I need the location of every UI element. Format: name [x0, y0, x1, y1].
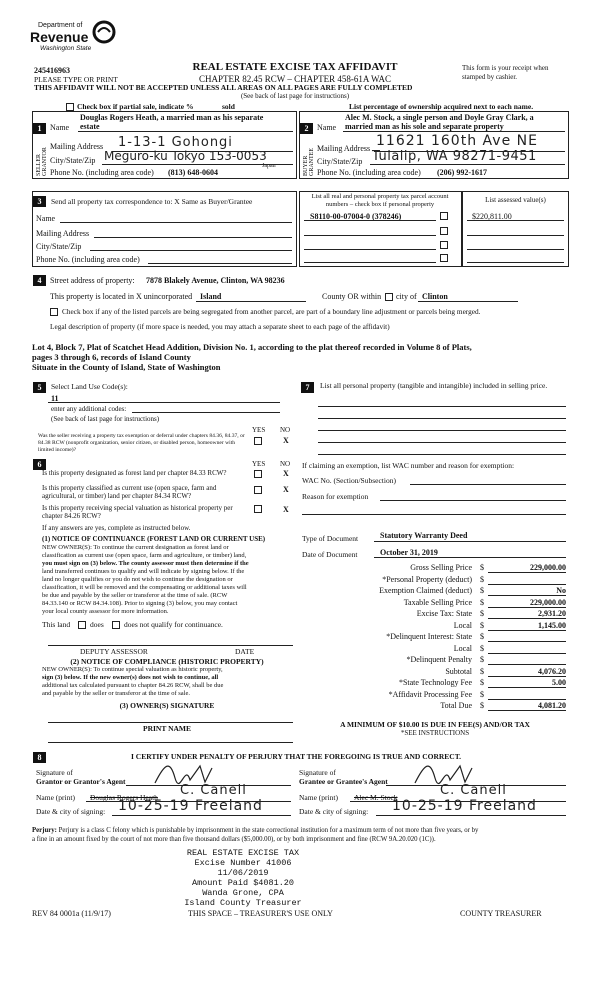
- notice2-line1: NEW OWNER(S): To continue special valuation as historic property,: [42, 666, 223, 673]
- city-of-checkbox[interactable]: [385, 293, 393, 301]
- this-land: This land: [42, 620, 71, 629]
- fee-label: *Affidavit Processing Fee: [388, 689, 472, 699]
- fee-label: Exemption Claimed (deduct): [379, 586, 472, 595]
- buyer-city-label: City/State/Zip: [317, 157, 363, 166]
- buyer-phone-value[interactable]: (206) 992-1617: [437, 168, 487, 177]
- section-5-badge: 5: [33, 382, 46, 393]
- s6-q1-yes[interactable]: [254, 470, 262, 478]
- seller-city-value[interactable]: Meguro-ku Tokyo 153-0053: [104, 149, 267, 163]
- s5-no-x[interactable]: X: [283, 436, 289, 445]
- seller-name-1: Douglas Rogers Heath, a married man as his separate: [80, 113, 264, 122]
- section-1-badge: 1: [33, 123, 46, 134]
- grantee-name-hw[interactable]: C. Canell: [440, 783, 507, 798]
- located-label: This property is located in X unincorporated: [50, 292, 193, 301]
- stamp-line5: Wanda Grone, CPA: [202, 888, 284, 898]
- notice2-line4: and payable by the seller or transferor at the time of sale.: [42, 690, 190, 697]
- minimum-note: A MINIMUM OF $10.00 IS DUE IN FEE(S) AND/OR TAX: [340, 720, 530, 729]
- fee-value[interactable]: 229,000.00: [530, 597, 566, 607]
- form-number: 245416963: [34, 66, 70, 75]
- street-value[interactable]: 7878 Blakely Avenue, Clinton, WA 98236: [146, 276, 285, 285]
- certify-statement: I CERTIFY UNDER PENALTY OF PERJURY THAT THE FOREGOING IS TRUE AND CORRECT.: [131, 752, 462, 761]
- assessed-header: List assessed value(s): [485, 196, 546, 204]
- page-title: REAL ESTATE EXCISE TAX AFFIDAVIT: [192, 61, 398, 73]
- notice2-title: (2) NOTICE OF COMPLIANCE (HISTORIC PROPERTY): [70, 657, 264, 666]
- rev-number: REV 84 0001a (11/9/17): [32, 909, 111, 918]
- notice1-line4: land transferred continues to qualify and will indicate by signing below. If the: [42, 568, 245, 575]
- fee-value[interactable]: 4,081.20: [538, 701, 566, 710]
- fee-dollar: $: [480, 643, 484, 653]
- logo-line3: Washington State: [40, 45, 92, 52]
- grantee-sig-label-2: Grantee or Grantee's Agent: [299, 777, 388, 786]
- ownership-note: List percentage of ownership acquired next to each name.: [349, 102, 534, 111]
- perjury-line2: a fine in an amount fixed by the court of not more than five thousand dollars ($5,000.00), or by both imprisonment and fine (RCW 9A.20.020 (1C)).: [32, 836, 436, 843]
- grantor-sig-label-2: Grantor or Grantor's Agent: [36, 777, 126, 786]
- notice1-line6: classification, it will be removed and the compensating or additional taxes will: [42, 584, 247, 591]
- section-6-badge: 6: [33, 459, 46, 470]
- assessed-value[interactable]: $220,811.00: [472, 212, 512, 221]
- grantee-date-label: Date & city of signing:: [299, 807, 369, 816]
- fee-value[interactable]: 1,145.00: [538, 620, 566, 630]
- seller-mailing-label: Mailing Address: [50, 142, 104, 151]
- doc-type-value[interactable]: Statutory Warranty Deed: [380, 531, 468, 540]
- grantor-sig-label-1: Signature of: [36, 768, 73, 777]
- s5-yes: YES: [252, 426, 266, 434]
- fee-label: Excise Tax: State: [416, 609, 472, 618]
- s6-q1-no[interactable]: X: [283, 469, 289, 478]
- county-within-label: County OR within: [322, 292, 382, 301]
- s6-q2: Is this property classified as current use (open space, farm and agricultural, or timber) land per chapter 84.34 RCW?: [42, 484, 217, 500]
- fee-value[interactable]: 5.00: [552, 678, 566, 687]
- notice1-line7: be due and payable by the seller or transferor at the time of sale. (RCW: [42, 592, 228, 599]
- fee-dollar: $: [480, 701, 484, 710]
- section-7-badge: 7: [301, 382, 314, 393]
- located-value[interactable]: Island: [200, 292, 222, 301]
- legal-label: Legal description of property (if more space is needed, you may attach a separate sheet to each page of the affidavit): [50, 322, 390, 331]
- exemption-claim-label: If claiming an exemption, list WAC number and reason for exemption:: [302, 461, 515, 470]
- reason-label: Reason for exemption: [302, 492, 369, 501]
- see-instructions: *SEE INSTRUCTIONS: [400, 729, 470, 737]
- segregated-label: Check box if any of the listed parcels are being segregated from another parcel, are part of a boundary line adjustment or parcels being merged.: [62, 307, 481, 316]
- grantee-date-value[interactable]: 10-25-19 Freeland: [392, 798, 537, 814]
- notice1-title: (1) NOTICE OF CONTINUANCE (FOREST LAND OR CURRENT USE): [42, 535, 266, 543]
- treasurer-space: THIS SPACE – TREASURER'S USE ONLY: [188, 909, 333, 918]
- s5-no: NO: [280, 426, 291, 434]
- buyer-name-2: married man as his sole and separate property: [345, 122, 504, 131]
- fee-dollar: $: [480, 632, 484, 641]
- buyer-city-value[interactable]: Tulalip, WA 98271-9451: [372, 149, 537, 164]
- notice1-line9: your local county assessor for more information.: [42, 608, 169, 615]
- fee-label: *State Technology Fee: [398, 678, 472, 687]
- fee-dollar: $: [480, 586, 484, 595]
- grantor-name-print: Douglas Rogers Heath: [90, 793, 158, 802]
- stamp-line4: Amount Paid $4081.20: [191, 878, 295, 888]
- s5-yes-checkbox[interactable]: [254, 437, 262, 445]
- section-4-badge: 4: [33, 275, 46, 286]
- section-3-badge: 3: [33, 196, 46, 207]
- grantor-name-label: Name (print): [36, 793, 75, 802]
- s6-no: NO: [280, 460, 291, 468]
- legal-line-3: Situate in the County of Island, State of Washington: [32, 362, 221, 372]
- legal-line-1: Lot 4, Block 7, Plat of Scatchet Head Addition, Division No. 1, according to the plat thereof recorded in Volume 8 of Plats,: [32, 342, 472, 352]
- treasurer-stamp: [178, 848, 308, 908]
- section-2-badge: 2: [300, 123, 313, 134]
- stamp-line2: Excise Number 41006: [194, 858, 292, 868]
- land-does-checkbox[interactable]: [78, 621, 86, 629]
- seller-phone-label: Phone No. (including area code): [50, 168, 154, 177]
- fee-dollar: $: [480, 597, 484, 607]
- doc-type-label: Type of Document: [302, 534, 359, 543]
- legal-line-2: pages 3 through 6, records of Island County: [32, 352, 191, 362]
- partial-sale-label: Check box if partial sale, indicate %: [77, 102, 194, 111]
- notice2-line2: sign (3) below. If the new owner(s) does not wish to continue, all: [42, 674, 219, 681]
- notice1-line5: land no longer qualifies or you do not wish to continue the designation or: [42, 576, 233, 583]
- partial-sale-sold: sold: [222, 102, 235, 111]
- land-does: does: [90, 620, 104, 629]
- fee-label: Subtotal: [445, 666, 472, 676]
- notice1-line3: you must sign on (3) below. The county assessor must then determine if the: [42, 560, 249, 567]
- s6-q2-no[interactable]: X: [283, 485, 289, 494]
- fee-label: Total Due: [440, 701, 472, 710]
- s6-q3-yes[interactable]: [254, 505, 262, 513]
- doc-date-value[interactable]: October 31, 2019: [380, 548, 438, 557]
- wac-label: WAC No. (Section/Subsection): [302, 476, 396, 485]
- seller-city-label: City/State/Zip: [50, 156, 96, 165]
- additional-codes-label: enter any additional codes:: [51, 405, 127, 413]
- receipt-note: This form is your receipt when stamped by cashier.: [462, 64, 549, 81]
- stamp-line1: REAL ESTATE EXCISE TAX: [186, 848, 300, 858]
- notice1-line2: classification as current use (open space, farm and agriculture, or timber) land,: [42, 552, 247, 559]
- s6-q1: Is this property designated as forest land per chapter 84.33 RCW?: [42, 469, 227, 477]
- fee-dollar: $: [480, 620, 484, 630]
- fee-dollar: $: [480, 563, 484, 572]
- doc-date-label: Date of Document: [302, 550, 358, 559]
- partial-sale-checkbox[interactable]: [66, 103, 74, 111]
- not-accepted-line: THIS AFFIDAVIT WILL NOT BE ACCEPTED UNLESS ALL AREAS ON ALL PAGES ARE FULLY COMPLETED: [34, 83, 413, 92]
- buyer-name-1: Alec M. Stock, a single person and Doyle Gray Clark, a: [345, 113, 534, 122]
- s6-q2-yes[interactable]: [254, 486, 262, 494]
- land-does-not-checkbox[interactable]: [112, 621, 120, 629]
- s3-name-label: Name: [36, 214, 56, 223]
- s3-city-label: City/State/Zip: [36, 242, 82, 251]
- land-use-label: Select Land Use Code(s):: [51, 382, 128, 391]
- fee-value[interactable]: 4,076.20: [538, 666, 566, 676]
- fee-dollar: $: [480, 609, 484, 618]
- logo-swirl-icon: [92, 20, 116, 44]
- perjury-label: Perjury:: [32, 827, 57, 834]
- stamp-line3: 11/06/2019: [217, 868, 269, 878]
- parcel-checkbox-1[interactable]: [440, 212, 448, 220]
- fee-dollar: $: [480, 689, 484, 699]
- seller-name-label: Name: [50, 123, 70, 132]
- city-of-value[interactable]: Clinton: [422, 292, 448, 301]
- buyer-mailing-value[interactable]: 11621 160th Ave NE: [376, 133, 538, 149]
- fee-dollar: $: [480, 655, 484, 664]
- buyer-name-label: Name: [317, 123, 337, 132]
- fee-value[interactable]: No: [556, 586, 566, 595]
- fee-value[interactable]: 2,931.20: [538, 609, 566, 618]
- deputy-assessor: DEPUTY ASSESSOR: [80, 647, 148, 656]
- s6-q3: Is this property receiving special valuation as historical property per chapter 84.26 RCW?: [42, 504, 233, 520]
- logo-line2: Revenue: [30, 29, 89, 45]
- street-label: Street address of property:: [50, 276, 135, 285]
- notice1-line1: NEW OWNER(S): To continue the current designation as forest land or: [42, 544, 229, 551]
- s6-if-yes: If any answers are yes, complete as instructed below.: [42, 524, 191, 532]
- fee-value[interactable]: 229,000.00: [530, 563, 566, 572]
- perjury-line1: Perjury is a class C felony which is punishable by imprisonment in the state correctional institution for a maximum term of not more than five years, or by: [58, 827, 479, 834]
- parcel-checkbox-4[interactable]: [440, 254, 448, 262]
- buyer-phone-label: Phone No. (including area code): [317, 168, 421, 177]
- fee-table: [300, 563, 570, 743]
- parcel-checkbox-3[interactable]: [440, 241, 448, 249]
- see-back-line: (See back of last page for instructions): [240, 92, 350, 100]
- s6-yes: YES: [252, 460, 266, 468]
- county-treasurer: COUNTY TREASURER: [460, 909, 542, 918]
- fee-label: *Delinquent Interest: State: [386, 632, 472, 641]
- parcel-value[interactable]: S8110-00-07004-0 (378246): [310, 212, 402, 221]
- personal-property-label: List all personal property (tangible and intangible) included in selling price.: [320, 381, 548, 390]
- fee-dollar: $: [480, 678, 484, 687]
- seller-side-label: SELLER GRANTOR: [36, 147, 48, 176]
- fee-label: Taxable Selling Price: [403, 597, 472, 607]
- segregated-checkbox[interactable]: [50, 308, 58, 316]
- grantor-name-hw[interactable]: C. Canell: [180, 783, 247, 798]
- land-does-not: does not qualify for continuance.: [124, 620, 223, 629]
- s6-q3-no[interactable]: X: [283, 505, 289, 514]
- parcel-header: List all real and personal property tax parcel account numbers – check box if personal property: [311, 193, 449, 208]
- parcel-checkbox-2[interactable]: [440, 227, 448, 235]
- dor-logo: [30, 22, 120, 62]
- fee-label: *Delinquent Penalty: [406, 655, 472, 664]
- owners-signature: (3) OWNER(S) SIGNATURE: [119, 701, 215, 710]
- grantor-date-value[interactable]: 10-25-19 Freeland: [118, 798, 263, 814]
- fee-label: Local: [453, 643, 472, 653]
- logo-line1: Department of: [38, 22, 83, 29]
- grantee-sig-label-1: Signature of: [299, 768, 336, 777]
- grantor-date-label: Date & city of signing:: [36, 807, 106, 816]
- print-name: PRINT NAME: [143, 724, 191, 733]
- buyer-side-label: BUYER GRANTEE: [303, 148, 315, 176]
- notice1-line8: 84.33.140 or RCW 84.34.108). Prior to signing (3) below, you may contact: [42, 600, 238, 607]
- seller-city-extra: Japan: [262, 163, 276, 169]
- land-use-value[interactable]: 11: [51, 394, 59, 403]
- deputy-date: DATE: [235, 647, 255, 656]
- city-of-label: city of: [396, 292, 417, 301]
- s3-phone-label: Phone No. (including area code): [36, 255, 140, 264]
- fee-dollar: $: [480, 574, 484, 584]
- section-8-badge: 8: [33, 752, 46, 763]
- notice2-line3: additional tax calculated pursuant to chapter 84.26 RCW, shall be due: [42, 682, 224, 689]
- s3-mailing-label: Mailing Address: [36, 229, 90, 238]
- stamp-line6: Island County Treasurer: [184, 898, 302, 908]
- buyer-mailing-label: Mailing Address: [317, 144, 371, 153]
- seller-mailing-value[interactable]: 1-13-1 Gohongi: [118, 135, 233, 150]
- chapter-line: CHAPTER 82.45 RCW – CHAPTER 458-61A WAC: [199, 74, 391, 84]
- send-correspondence: Send all property tax correspondence to: X Same as Buyer/Grantee: [51, 197, 253, 206]
- please-type: PLEASE TYPE OR PRINT: [34, 75, 118, 84]
- fee-label: Local: [453, 620, 472, 630]
- fee-label: *Personal Property (deduct): [382, 574, 472, 584]
- grantee-name-print: Alec M. Stock: [354, 793, 398, 802]
- exemption-question: Was the seller receiving a property tax exemption or deferral under chapters 84.36, 84.37, or 84.38 RCW (nonprofit organization, senior citizen, or disabled person, homeowner with limited income)?: [38, 433, 245, 453]
- fee-dollar: $: [480, 666, 484, 676]
- fee-label: Gross Selling Price: [410, 563, 472, 572]
- s5-see-back: (See back of last page for instructions): [51, 415, 160, 423]
- grantee-name-label: Name (print): [299, 793, 338, 802]
- seller-phone-value[interactable]: (813) 648-0604: [168, 168, 218, 177]
- seller-name-2: estate: [80, 122, 100, 131]
- perjury-text: [32, 826, 572, 844]
